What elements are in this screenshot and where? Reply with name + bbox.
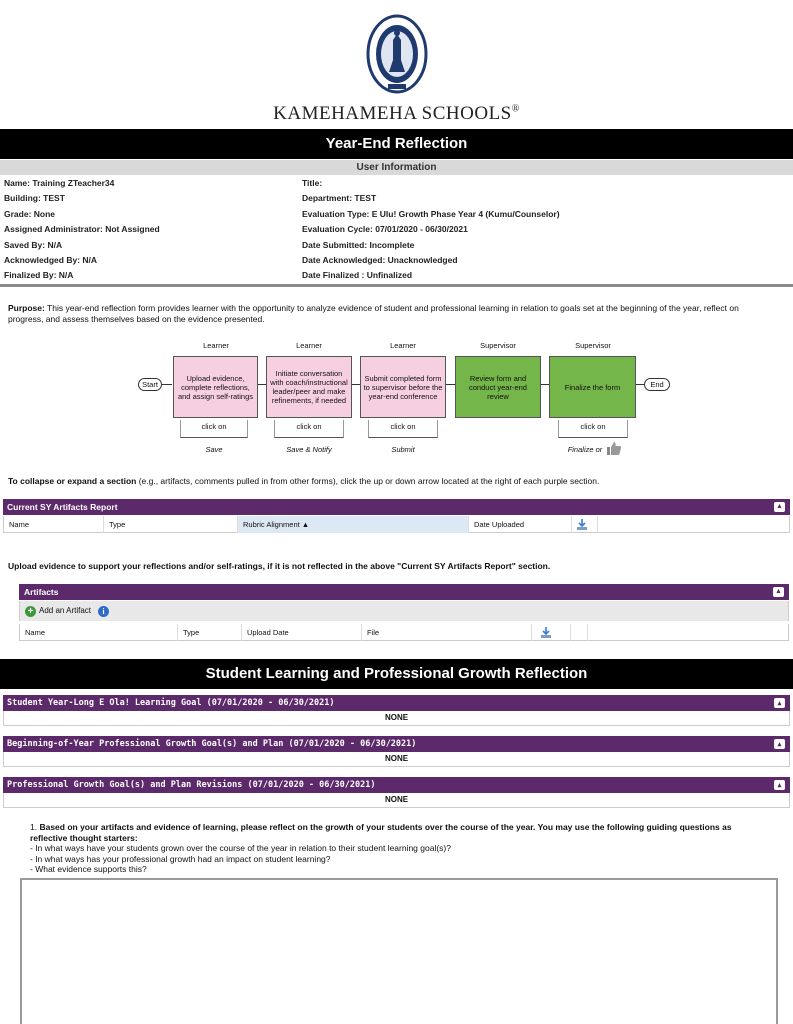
chevron-up-icon[interactable]: ▲ (774, 698, 785, 708)
column-header-type[interactable]: Type (178, 624, 242, 641)
download-icon[interactable] (577, 519, 587, 530)
connector (636, 384, 644, 385)
question-number: 1. (30, 822, 40, 832)
user-info-field: Date Finalized : Unfinalized (302, 270, 413, 281)
chevron-up-icon[interactable]: ▲ (774, 739, 785, 749)
growth-goal-header[interactable]: Beginning-of-Year Professional Growth Goal(s) and Plan (07/01/2020 - 06/30/2021) ▲ (3, 736, 790, 752)
workflow-step-submit: Submit completed form to supervisor before the year-end conference (360, 356, 446, 418)
column-header-date-uploaded[interactable]: Date Uploaded (469, 516, 572, 533)
step-role: Learner (390, 341, 416, 350)
purpose-text: Purpose: This year-end reflection form provides learner with the opportunity to analyze evidence of student and professional learning in relation to goals set at the beginning of the year, reflect on progress, and assess themselves based on the evidence presented. (8, 303, 739, 324)
add-artifact-button[interactable] (25, 605, 109, 617)
user-info-field: Department: TEST (302, 193, 377, 204)
question-heading: Based on your artifacts and evidence of learning, please reflect on the growth of your students over the course of the year. You may use the following guiding questions as reflective thought starters: (30, 822, 732, 843)
save-action-label: Save (205, 445, 223, 454)
divider (0, 284, 793, 287)
column-divider (592, 516, 598, 533)
column-header-file[interactable]: File (362, 624, 532, 641)
connector (162, 384, 172, 385)
connector (258, 384, 266, 385)
reflection-section-title: Student Learning and Professional Growth Reflection (0, 659, 793, 689)
user-info-field: Finalized By: N/A (4, 270, 74, 281)
user-info-field: Building: TEST (4, 193, 65, 204)
guiding-question: - In what ways have your students grown over the course of the year in relation to their student learning goal(s)? (30, 843, 451, 853)
start-node: Start (138, 378, 162, 391)
user-info-field: Saved By: N/A (4, 239, 63, 250)
save-click-hint: click on (180, 420, 248, 438)
chevron-up-icon[interactable]: ▲ (773, 587, 784, 597)
column-header-type[interactable]: Type (104, 516, 238, 533)
growth-goal-value: NONE (3, 752, 790, 767)
step-role: Supervisor (480, 341, 516, 350)
user-info-field: Acknowledged By: N/A (4, 254, 98, 265)
workflow-step-save: Upload evidence, complete reflections, and assign self-ratings (173, 356, 258, 418)
goal-revisions-value: NONE (3, 793, 790, 808)
goal-revisions-header[interactable]: Professional Growth Goal(s) and Plan Revisions (07/01/2020 - 06/30/2021) ▲ (3, 777, 790, 793)
add-artifact-label: Add an Artifact (39, 606, 92, 615)
download-icon[interactable] (541, 627, 551, 638)
finalize-click-hint: click on (558, 420, 628, 438)
artifacts-report-header[interactable]: Current SY Artifacts Report ▲ (3, 499, 790, 515)
step-role: Learner (296, 341, 322, 350)
finalize-action-label: Finalize or (567, 445, 603, 454)
workflow-diagram (0, 335, 793, 465)
step-role: Learner (203, 341, 229, 350)
plus-circle-icon: + (25, 606, 36, 617)
user-info-field: Title: (302, 178, 323, 188)
chevron-up-icon[interactable]: ▲ (774, 780, 785, 790)
learning-goal-value: NONE (3, 711, 790, 726)
column-divider (555, 624, 571, 641)
reflection-answer-textarea[interactable] (20, 878, 778, 1024)
column-header-name[interactable]: Name (4, 516, 104, 533)
reflection-question-1 (30, 822, 770, 875)
info-icon[interactable]: i (98, 606, 109, 617)
connector (446, 384, 455, 385)
user-info-field: Date Acknowledged: Unacknowledged (302, 254, 458, 265)
user-info-field: Evaluation Cycle: 07/01/2020 - 06/30/2021 (302, 224, 468, 235)
school-logo (0, 14, 793, 125)
guiding-question: - What evidence supports this? (30, 864, 147, 874)
user-info-field: Assigned Administrator: Not Assigned (4, 224, 160, 235)
user-info-header: User Information (0, 160, 793, 175)
guiding-question: - In what ways has your professional growth had an impact on student learning? (30, 853, 331, 864)
submit-action-label: Submit (391, 445, 415, 454)
submit-click-hint: click on (368, 420, 438, 438)
user-info-field: Evaluation Type: E Ulu! Growth Phase Year 4 (Kumu/Counselor) (302, 208, 560, 219)
column-header-upload-date[interactable]: Upload Date (242, 624, 362, 641)
notify-click-hint: click on (274, 420, 344, 438)
thumbs-up-icon (606, 441, 622, 456)
column-header-rubric-alignment[interactable]: Rubric Alignment ▲ (238, 516, 469, 533)
seal-icon (366, 14, 428, 94)
workflow-step-review: Review form and conduct year-end review (455, 356, 541, 418)
column-header-name[interactable]: Name (20, 624, 178, 641)
artifacts-table-header (19, 624, 789, 641)
learning-goal-header[interactable]: Student Year-Long E Ola! Learning Goal (07/01/2020 - 06/30/2021) ▲ (3, 695, 790, 711)
connector (352, 384, 360, 385)
brand-name: KAMEHAMEHA SCHOOLS® (273, 103, 520, 124)
upload-instructions: Upload evidence to support your reflections and/or self-ratings, if it is not reflected in the above "Current SY Artifacts Report" section. (8, 561, 551, 571)
user-info-panel (0, 176, 793, 286)
workflow-step-finalize: Finalize the form (549, 356, 636, 418)
workflow-step-notify: Initiate conversation with coach/instructional leader/peer and make refinements, if needed (266, 356, 352, 418)
artifacts-toolbar (19, 601, 789, 621)
end-node: End (644, 378, 670, 391)
user-info-field: Grade: None (4, 208, 56, 219)
artifacts-report-table-header (3, 516, 790, 533)
step-role: Supervisor (575, 341, 611, 350)
artifacts-header[interactable]: Artifacts ▲ (19, 584, 789, 600)
collapse-instructions: To collapse or expand a section (e.g., artifacts, comments pulled in from other forms), click the up or down arrow located at the right of each purple section. (8, 476, 600, 486)
column-divider (571, 624, 588, 641)
page-title: Year-End Reflection (0, 129, 793, 159)
user-info-field: Date Submitted: Incomplete (302, 239, 415, 250)
user-info-field: Name: Training ZTeacher34 (4, 178, 115, 188)
notify-action-label: Save & Notify (286, 445, 332, 454)
connector (541, 384, 549, 385)
chevron-up-icon[interactable]: ▲ (774, 502, 785, 512)
